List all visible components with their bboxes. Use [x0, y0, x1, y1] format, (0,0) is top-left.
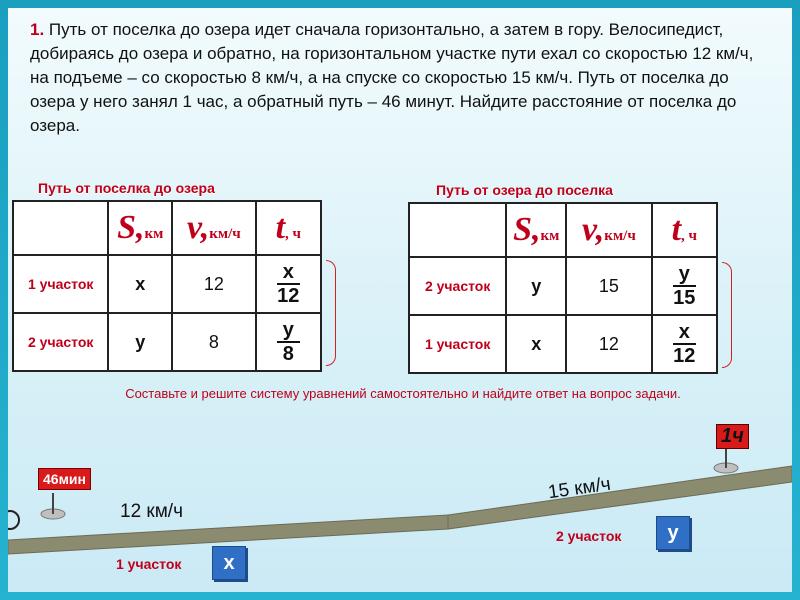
row-label: 2 участок: [13, 313, 108, 371]
finish-pin-icon: [714, 448, 738, 473]
fraction: $\frac{у}{15}$: [673, 262, 696, 309]
header-s: S,км: [108, 201, 172, 255]
speed-flat-label: 12 км/ч: [120, 501, 183, 522]
cell-v: 8: [172, 313, 255, 371]
right-table-title: Путь от озера до поселка: [436, 182, 613, 198]
flag-1-hour: 1ч: [716, 424, 749, 449]
cell-v: 12: [566, 315, 651, 373]
bicycle-icon: [8, 511, 19, 529]
row-label: 1 участок: [409, 315, 506, 373]
segment2-var-box: у: [656, 516, 690, 550]
segment2-label: 2 участок: [556, 528, 622, 544]
problem-number: 1.: [30, 20, 45, 39]
fraction: $\frac{х}{12}$: [277, 260, 300, 307]
cell-s: х: [506, 315, 566, 373]
slide: [8, 8, 792, 592]
header-t: t, ч: [652, 203, 717, 257]
segment1-label: 1 участок: [116, 556, 182, 572]
hill-road: [448, 466, 792, 529]
left-table-title: Путь от поселка до озера: [38, 180, 215, 196]
problem-text: Путь от поселка до озера идет сначала горизонтально, а затем в гору. Велосипедист, добираясь до озера и обратно, на горизонтальном участке пути ехал со скоростью 12 км/ч, на подъеме – со скоростью 8 км/ч, а на спуске со скоростью 15 км/ч. Путь от поселка до озера у него занял 1 час, а обратный путь – 46 минут. Найдите расстояние от поселка до озера.: [30, 20, 754, 135]
fraction: $\frac{х}{12}$: [673, 320, 696, 367]
speed-hill-label: 15 км/ч: [546, 473, 613, 504]
cell-v: 15: [566, 257, 651, 315]
row-label: 2 участок: [409, 257, 506, 315]
fraction: $\frac{у}{8}$: [277, 320, 300, 364]
header-v: v,км/ч: [172, 201, 255, 255]
flag-46-min: 46мин: [38, 468, 91, 490]
instruction-text: Составьте и решите систему уравнений самостоятельно и найдите ответ на вопрос задачи.: [125, 386, 681, 401]
segment1-var-box: х: [212, 546, 246, 580]
header-t: t, ч: [256, 201, 321, 255]
cell-s: у: [506, 257, 566, 315]
start-pin-icon: [41, 493, 65, 519]
header-v: v,км/ч: [566, 203, 651, 257]
cell-v: 12: [172, 255, 255, 313]
header-s: S,км: [506, 203, 566, 257]
cell-s: у: [108, 313, 172, 371]
cell-s: х: [108, 255, 172, 313]
row-label: 1 участок: [13, 255, 108, 313]
